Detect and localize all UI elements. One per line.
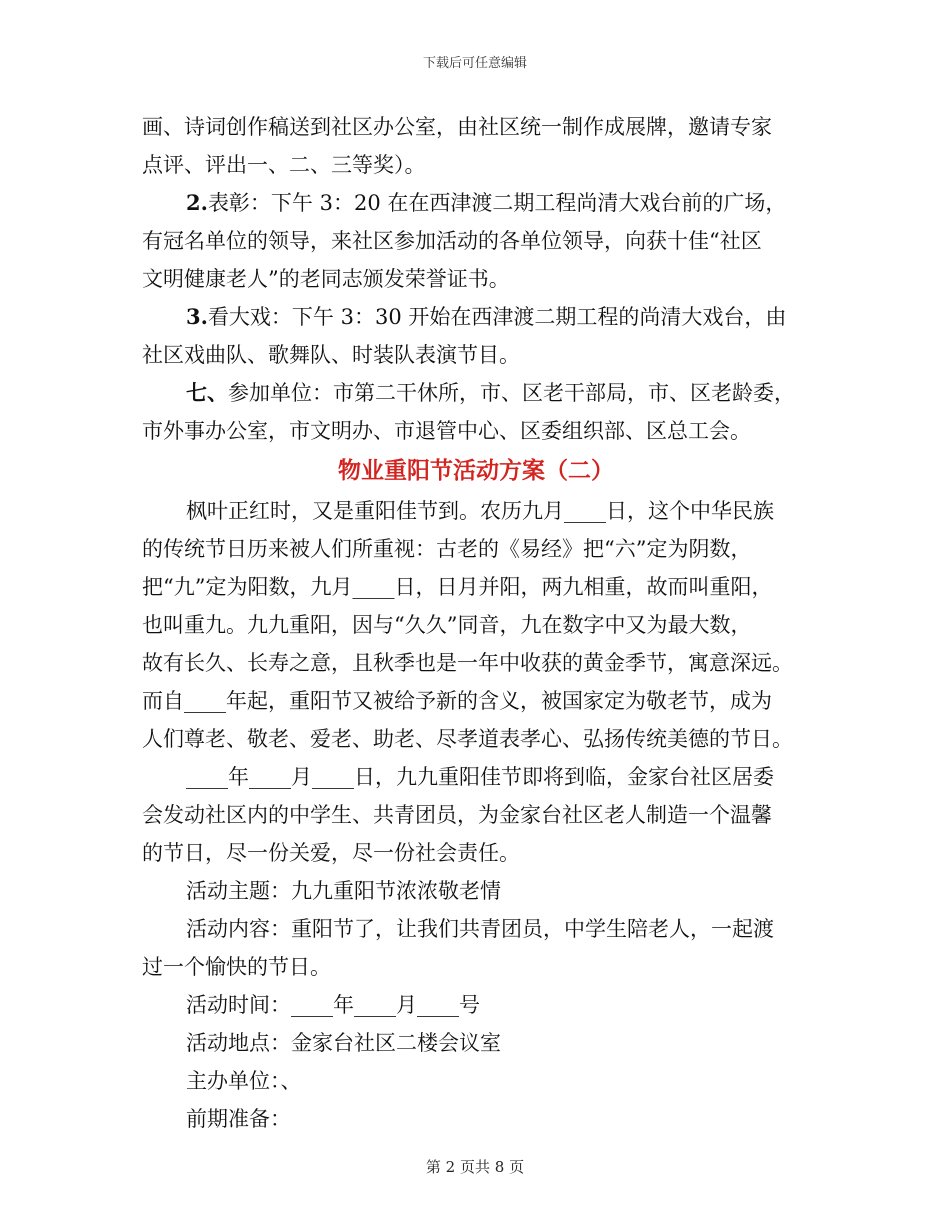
activity-time: 活动时间：____年____月____号 [186, 993, 480, 1017]
paragraph-line: ____年____月____日，九九重阳佳节即将到临，金家台社区居委 [186, 765, 774, 789]
list-text: 看大戏：下午 3：30 开始在西津渡二期工程的尚清大戏台，由 [207, 305, 787, 329]
list-number: 2. [186, 190, 208, 215]
paragraph-line: 画、诗词创作稿送到社区办公室，由社区统一制作成展牌，邀请专家 [142, 115, 772, 139]
paragraph-line: 社区戏曲队、歌舞队、时装队表演节目。 [142, 343, 520, 367]
paragraph-line: 把“九”定为阳数，九月____日，日月并阳，两九相重，故而叫重阳， [142, 575, 773, 599]
list-text: 表彰：下午 3：20 在在西津渡二期工程尚清大戏台前的广场， [207, 191, 787, 215]
organizer: 主办单位：、 [186, 1069, 302, 1093]
list-number: 3. [186, 304, 208, 329]
paragraph-line: 人们尊老、敬老、爱老、助老、尽孝道表孝心、弘扬传统美德的节日。 [142, 727, 793, 751]
paragraph-line: 故有长久、长寿之意，且秋季也是一年中收获的黄金季节，寓意深远。 [142, 651, 793, 675]
paragraph-line: 会发动社区内的中学生、共青团员，为金家台社区老人制造一个温馨 [142, 803, 772, 827]
list-item-participants [142, 374, 810, 412]
paragraph-line: 文明健康老人”的老同志颁发荣誉证书。 [142, 267, 510, 291]
paragraph-line: 过一个愉快的节日。 [142, 955, 331, 979]
paragraph-line: 市外事办公室，市文明办、市退管中心、区委组织部、区总工会。 [142, 419, 751, 443]
paragraph-line: 点评、评出一、二、三等奖）。 [142, 153, 426, 177]
list-item-opera [142, 298, 810, 336]
list-item-awards [142, 184, 810, 222]
section-title: 物业重阳节活动方案（二） [338, 458, 614, 484]
page-header: 下载后可任意编辑 [422, 56, 527, 71]
paragraph-line: 也叫重九。九九重阳，因与“久久”同音，九在数字中又为最大数， [142, 613, 752, 637]
list-text: 参加单位：市第二干休所，市、区老干部局，市、区老龄委， [228, 381, 795, 405]
preparation: 前期准备： [186, 1107, 291, 1131]
paragraph-line: 有冠名单位的领导，来社区参加活动的各单位领导，向获十佳“社区 [142, 229, 762, 253]
activity-location: 活动地点：金家台社区二楼会议室 [186, 1031, 501, 1055]
paragraph-line: 枫叶正红时，又是重阳佳节到。农历九月____日，这个中华民族 [186, 499, 774, 523]
document-body [142, 108, 810, 1138]
list-number: 七、 [186, 380, 228, 405]
paragraph-line: 而自____年起，重阳节又被给予新的含义，被国家定为敬老节，成为 [142, 689, 772, 713]
paragraph-line: 的节日，尽一份关爱，尽一份社会责任。 [142, 841, 520, 865]
activity-theme: 活动主题：九九重阳节浓浓敬老情 [186, 879, 501, 903]
page-footer: 第 2 页共 8 页 [425, 1158, 525, 1176]
activity-content: 活动内容：重阳节了，让我们共青团员，中学生陪老人，一起渡 [186, 917, 774, 941]
paragraph-line: 的传统节日历来被人们所重视：古老的《易经》把“六”定为阴数， [142, 537, 752, 561]
